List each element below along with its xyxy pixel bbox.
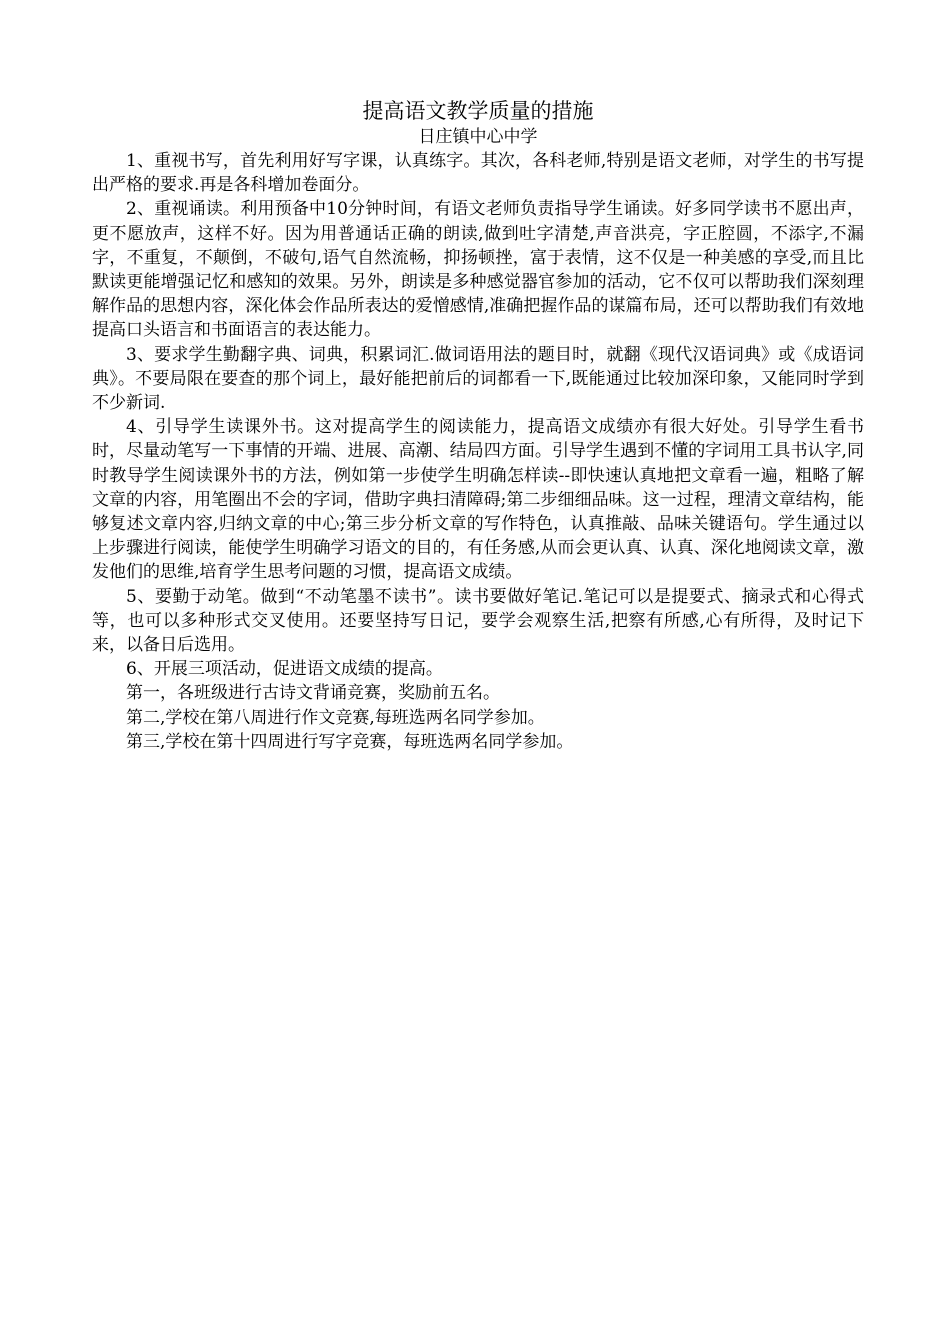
document-subtitle: 日庄镇中心中学 — [418, 127, 538, 147]
paragraph-6: 6、开展三项活动，促进语文成绩的提高。 — [126, 659, 443, 680]
document-title: 提高语文教学质量的措施 — [362, 99, 594, 123]
activity-3: 第三,学校在第十四周进行写字竞赛，每班选两名同学参加。 — [126, 731, 574, 752]
paragraph-5: 5、要勤于动笔。做到“不动笔墨不读书”。读书要做好笔记.笔记可以是提要式、摘录式和心得式等，也可以多种形式交叉使用。还要坚持写日记，要学会观察生活,把察有所感,心有所得，及时记下来，以备日后选用。 — [92, 586, 864, 656]
paragraph-1: 1、重视书写，首先利用好写字课，认真练字。其次，各科老师,特别是语文老师，对学生的书写提出严格的要求.再是各科增加卷面分。 — [92, 151, 864, 196]
paragraph-2: 2、重视诵读。利用预备中10分钟时间，有语文老师负责指导学生诵读。好多同学读书不愿出声，更不愿放声，这样不好。因为用普通话正确的朗读,做到吐字清楚,声音洪亮，字正腔圆，不添字,不漏字，不重复，不颠倒，不破句,语气自然流畅，抑扬顿挫，富于表情，这不仅是一种美感的享受,而且比默读更能增强记忆和感知的效果。另外，朗读是多种感觉器官参加的活动，它不仅可以帮助我们深刻理解作品的思想内容，深化体会作品所表达的爱憎感情,准确把握作品的谋篇布局，还可以帮助我们有效地提高口头语言和书面语言的表达能力。 — [92, 199, 864, 341]
activity-1: 第一，各班级进行古诗文背诵竞赛，奖励前五名。 — [126, 683, 500, 704]
paragraph-3: 3、要求学生勤翻字典、词典，积累词汇.做词语用法的题目时，就翻《现代汉语词典》或《成语词典》。不要局限在要查的那个词上，最好能把前后的词都看一下,既能通过比较加深印象，又能同时学到不少新词. — [92, 344, 864, 414]
paragraph-4: 4、引导学生读课外书。这对提高学生的阅读能力，提高语文成绩亦有很大好处。引导学生看书时，尽量动笔写一下事情的开端、进展、高潮、结局四方面。引导学生遇到不懂的字词用工具书认字,同时教导学生阅读课外书的方法，例如第一步使学生明确怎样读--即快速认真地把文章看一遍，粗略了解文章的内容，用笔圈出不会的字词，借助字典扫清障碍;第二步细细品味。这一过程，理清文章结构，能够复述文章内容,归纳文章的中心;第三步分析文章的写作特色，认真推敲、品味关键语句。学生通过以上步骤进行阅读，能使学生明确学习语文的目的，有任务感,从而会更认真、认真、深化地阅读文章，激发他们的思维,培育学生思考问题的习惯，提高语文成绩。 — [92, 417, 864, 583]
document-page — [92, 97, 864, 754]
activity-2: 第二,学校在第八周进行作文竞赛,每班选两名同学参加。 — [126, 707, 545, 728]
